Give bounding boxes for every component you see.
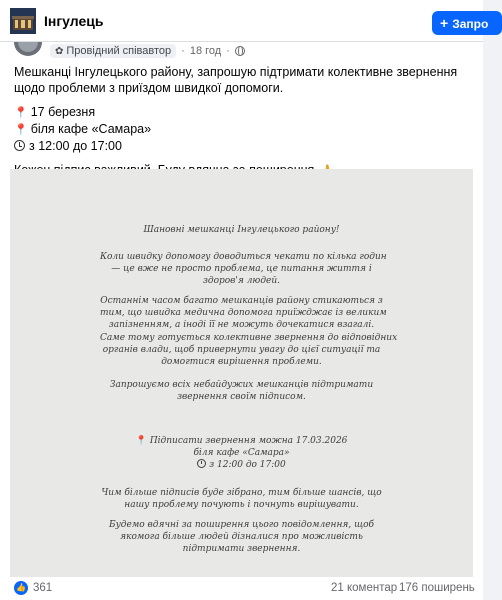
letter-line: органів влади, щоб привернути увагу до цієї ситуації та [102, 344, 381, 355]
plus-icon: + [440, 15, 449, 31]
post-time-line [14, 138, 474, 154]
clock-icon [197, 459, 206, 468]
letter-paragraph-6 [100, 519, 383, 556]
pin-icon: 📍 [14, 107, 28, 119]
letter-paragraph-4 [100, 435, 383, 472]
group-avatar[interactable] [10, 8, 36, 34]
meta-separator-2: · [226, 45, 230, 57]
letter-line: — це вже не просто проблема, це питання життя і [111, 264, 372, 275]
letter-line: запізненням, а іноді її не можуть дочекатися взагалі. [108, 320, 375, 331]
group-name[interactable]: Інгулець [44, 13, 104, 29]
author-avatar[interactable] [14, 42, 42, 56]
join-group-button[interactable] [432, 11, 502, 35]
comments-count[interactable]: 21 коментар [331, 582, 398, 594]
letter-line: тим, що швидка медична допомога приїжджає із великим [100, 308, 387, 319]
letter-line: Шановні мешканці Інгулецького району! [143, 225, 340, 235]
letter-line: домогтися вирішення проблеми. [161, 357, 322, 368]
letter-paragraph-5 [100, 487, 383, 511]
letter-line: Саме тому готується колективне звернення до відповідних [100, 332, 398, 343]
author-badge-label: Провідний співавтор [66, 45, 172, 57]
letter-paragraph-3 [100, 379, 383, 403]
group-header [0, 0, 489, 42]
post-text [14, 64, 474, 179]
meta-separator: · [181, 45, 185, 57]
pin-icon: 📍 [135, 436, 147, 446]
post-place: біля кафе «Самара» [30, 122, 152, 136]
clock-icon [14, 140, 25, 151]
letter-line: Коли швидку допомогу доводиться чекати по кілька годин [100, 252, 387, 262]
letter-sign-hours: з 12:00 до 17:00 [209, 460, 286, 471]
post-card [0, 42, 483, 600]
letter-paragraph-2 [100, 295, 398, 368]
letter-line: Запрошуємо всіх небайдужих мешканців підтримати [109, 380, 374, 390]
letter-line: Будемо вдячні за поширення цього повідомлення, щоб [108, 520, 375, 530]
letter-paragraph-1 [100, 251, 387, 288]
badge-icon: ✿ [55, 45, 64, 57]
letter-line: нашу проблему почують і почнуть вирішувати. [124, 500, 359, 511]
letter-line [100, 459, 383, 471]
letter-line: звернення своїм підписом. [177, 392, 306, 403]
letter-line [100, 435, 383, 447]
post-intro: Мешканці Інгулецького району, запрошую підтримати колективне звернення щодо проблеми з приїздом швидкої допомоги. [14, 65, 458, 95]
join-label: Запро [452, 17, 489, 31]
globe-icon [235, 46, 245, 56]
letter-text [10, 169, 473, 577]
letter-line: якомога більше людей дізналися про можливість [120, 532, 363, 543]
like-icon[interactable]: 👍 [14, 581, 28, 595]
letter-line: Чим більше підписів буде зібрано, тим більше шансів, що [101, 488, 382, 498]
letter-line: підтримати звернення. [182, 544, 301, 555]
letter-line: здоров'я людей. [202, 276, 281, 287]
post-place-line [14, 121, 474, 138]
letter-greeting [100, 224, 383, 236]
post-date-line [14, 104, 474, 121]
post-hours: з 12:00 до 17:00 [29, 139, 122, 153]
post-image[interactable] [10, 169, 473, 577]
letter-line: Останнім часом багато мешканців району стикаються з [100, 296, 383, 306]
post-date: 17 березня [30, 105, 96, 119]
post-time[interactable]: 18 год [189, 45, 222, 57]
post-footer [0, 577, 483, 600]
post-meta [50, 44, 245, 58]
reaction-count[interactable]: 361 [33, 582, 53, 594]
author-badge [50, 44, 176, 58]
shares-count[interactable]: 176 поширень [399, 582, 475, 594]
letter-line: біля кафе «Самара» [193, 448, 290, 459]
pin-icon: 📍 [14, 124, 28, 136]
letter-sign-date: Підписати звернення можна 17.03.2026 [149, 436, 348, 446]
